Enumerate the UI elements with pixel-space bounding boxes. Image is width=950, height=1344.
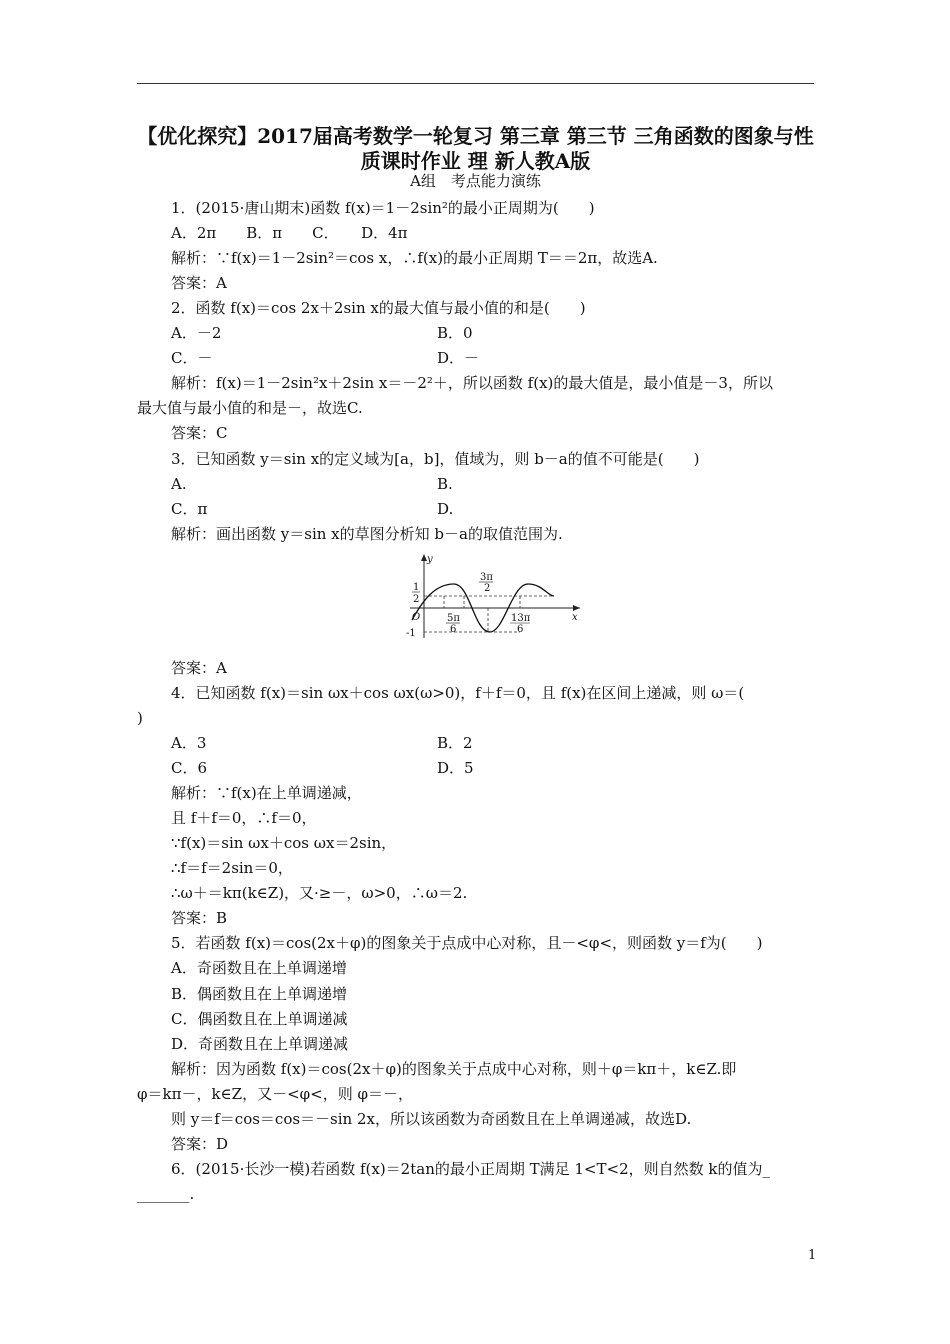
q5-solution-line1: 解析：因为函数 f(x)＝cos(2x＋φ)的图象关于点成中心对称，则＋φ＝kπ＋，k∈Z.即 bbox=[171, 1060, 737, 1078]
q5-answer: 答案：D bbox=[171, 1135, 229, 1153]
q4-answer: 答案：B bbox=[171, 909, 228, 927]
q5-stem: 5．若函数 f(x)＝cos(2x＋φ)的图象关于点成中心对称，且－<φ<，则函数 y＝f为( ) bbox=[171, 934, 763, 952]
q2-option-d: D．－ bbox=[437, 349, 480, 367]
q1-answer: 答案：A bbox=[171, 274, 227, 292]
q2-option-b: B．0 bbox=[437, 324, 473, 342]
x-axis-arrow bbox=[573, 605, 580, 611]
origin-label: O bbox=[412, 612, 421, 623]
label-5pi-over-6-num: 5π bbox=[447, 613, 460, 624]
q2-stem: 2．函数 f(x)＝cos 2x＋2sin x的最大值与最小值的和是( ) bbox=[171, 299, 586, 317]
q3-option-c: C．π bbox=[171, 500, 208, 518]
q3-solution: 解析：画出函数 y＝sin x的草图分析知 b－a的取值范围为. bbox=[171, 525, 563, 543]
half-numerator: 1 bbox=[413, 582, 420, 593]
half-denominator: 2 bbox=[413, 594, 420, 605]
q3-option-d: D. bbox=[437, 500, 454, 518]
header-rule bbox=[137, 83, 814, 84]
q3-answer: 答案：A bbox=[171, 659, 227, 677]
q4-solution-line2: 且 f＋f＝0，∴f＝0， bbox=[171, 809, 317, 827]
label-3pi-over-2-den: 2 bbox=[484, 583, 491, 594]
q2-solution-line2: 最大值与最小值的和是－，故选C. bbox=[137, 399, 363, 417]
label-13pi-over-6-num: 13π bbox=[511, 613, 531, 624]
y-axis-label: y bbox=[427, 554, 433, 565]
q4-stem-cont: ) bbox=[137, 709, 143, 727]
q4-option-b: B．2 bbox=[437, 734, 473, 752]
q3-option-a: A. bbox=[171, 475, 187, 493]
q2-option-c: C．－ bbox=[171, 349, 213, 367]
q4-solution-line1: 解析：∵f(x)在上单调递减， bbox=[171, 784, 362, 802]
q2-option-a: A．－2 bbox=[171, 324, 222, 342]
q6-blank: _______. bbox=[137, 1185, 195, 1203]
q2-solution-line1: 解析：f(x)＝1－2sin²x＋2sin x＝－2²＋，所以函数 f(x)的最大值是，最小值是－3，所以 bbox=[171, 374, 773, 392]
sine-graph bbox=[392, 550, 592, 650]
q1-stem: 1．(2015·唐山期末)函数 f(x)＝1－2sin²的最小正周期为( ) bbox=[171, 199, 595, 217]
q5-solution-line3: 则 y＝f＝cos＝cos＝－sin 2x，所以该函数为奇函数且在上单调递减，故选D. bbox=[171, 1110, 692, 1128]
q3-stem: 3．已知函数 y＝sin x的定义域为[a，b]，值域为，则 b－a的值不可能是( ) bbox=[171, 450, 700, 468]
q4-option-d: D．5 bbox=[437, 759, 474, 777]
x-axis-label: x bbox=[572, 612, 578, 623]
q5-solution-line2: φ＝kπ－，k∈Z，又－<φ<，则 φ＝－， bbox=[137, 1085, 413, 1103]
q5-option-a: A．奇函数且在上单调递增 bbox=[171, 959, 347, 977]
q4-solution-line4: ∴f＝f＝2sin＝0， bbox=[171, 859, 293, 877]
q4-option-a: A．3 bbox=[171, 734, 207, 752]
q1-options: A．2π B．π C． D．4π bbox=[171, 224, 408, 242]
q1-solution: 解析：∵f(x)＝1－2sin²＝cos x，∴f(x)的最小正周期 T＝＝2π，故选A. bbox=[171, 249, 658, 267]
document-title: 【优化探究】2017届高考数学一轮复习 第三章 第三节 三角函数的图象与性质课时作业 理 新人教A版 bbox=[137, 124, 814, 173]
page-number: 1 bbox=[808, 1248, 817, 1263]
q5-option-b: B．偶函数且在上单调递增 bbox=[171, 985, 348, 1003]
neg-one-label: -1 bbox=[406, 628, 416, 639]
q4-solution-line5: ∴ω＋＝kπ(k∈Z)，又·≥－，ω>0，∴ω＝2. bbox=[171, 884, 468, 902]
q5-option-c: C．偶函数且在上单调递减 bbox=[171, 1010, 348, 1028]
q3-option-b: B. bbox=[437, 475, 453, 493]
q2-answer: 答案：C bbox=[171, 424, 228, 442]
q5-option-d: D．奇函数且在上单调递减 bbox=[171, 1035, 349, 1053]
label-3pi-over-2-num: 3π bbox=[480, 572, 493, 583]
q6-stem: 6．(2015·长沙一模)若函数 f(x)＝2tan的最小正周期 T满足 1<T<2，则自然数 k的值为_ bbox=[171, 1160, 770, 1178]
label-5pi-over-6-den: 6 bbox=[450, 624, 457, 635]
q4-solution-line3: ∵f(x)＝sin ωx＋cos ωx＝2sin， bbox=[171, 834, 397, 852]
section-subtitle: A组 考点能力演练 bbox=[410, 172, 541, 190]
label-13pi-over-6-den: 6 bbox=[517, 624, 524, 635]
q4-option-c: C．6 bbox=[171, 759, 208, 777]
q4-stem: 4．已知函数 f(x)＝sin ωx＋cos ωx(ω>0)，f＋f＝0，且 f(x)在区间上递减，则 ω＝( bbox=[171, 684, 745, 702]
